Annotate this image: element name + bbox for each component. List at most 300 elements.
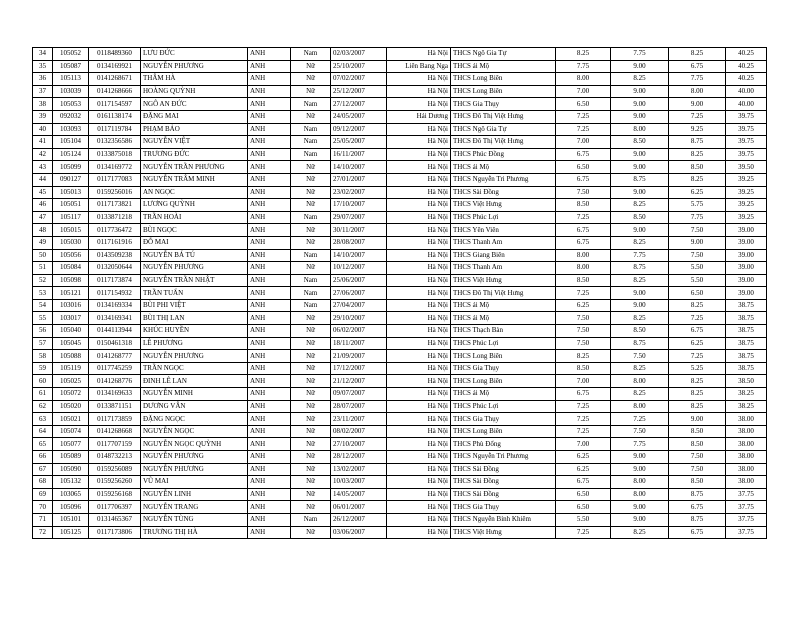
stt-cell: 62 <box>33 400 53 413</box>
gender-cell: Nữ <box>291 375 331 388</box>
total-score-cell: 40.25 <box>726 73 767 86</box>
total-score-cell: 39.25 <box>726 173 767 186</box>
school-cell: THCS Gia Thụy <box>451 98 556 111</box>
student-id-cell: 0148732213 <box>89 451 141 464</box>
gender-cell: Nữ <box>291 337 331 350</box>
given-name-cell: ANH <box>248 526 291 539</box>
student-id-cell: 0133871151 <box>89 400 141 413</box>
total-score-cell: 38.25 <box>726 388 767 401</box>
student-id-cell: 0117177083 <box>89 173 141 186</box>
table-row <box>33 325 767 338</box>
school-cell: THCS Long Biên <box>451 73 556 86</box>
school-cell: THCS Phúc Lợi <box>451 400 556 413</box>
given-name-cell: ANH <box>248 337 291 350</box>
student-id-cell: 0132356586 <box>89 136 141 149</box>
birth-place-cell: Hà Nội <box>387 425 451 438</box>
results-table <box>32 47 767 539</box>
stt-cell: 50 <box>33 249 53 262</box>
total-score-cell: 39.75 <box>726 110 767 123</box>
sbd-cell: 105087 <box>53 60 89 73</box>
student-id-cell: 0141268666 <box>89 85 141 98</box>
table-row <box>33 73 767 86</box>
table-row <box>33 287 767 300</box>
name-cell: NGUYỄN TÙNG <box>141 513 248 526</box>
score-math-cell: 7.00 <box>556 85 611 98</box>
school-cell: THCS Việt Hưng <box>451 199 556 212</box>
sbd-cell: 105096 <box>53 501 89 514</box>
score-literature-cell: 8.75 <box>611 262 669 275</box>
stt-cell: 49 <box>33 236 53 249</box>
name-cell: ĐẶNG NGỌC <box>141 413 248 426</box>
score-math-cell: 7.00 <box>556 375 611 388</box>
score-math-cell: 6.75 <box>556 148 611 161</box>
score-math-cell: 7.25 <box>556 287 611 300</box>
total-score-cell: 39.00 <box>726 287 767 300</box>
score-english-cell: 7.75 <box>669 211 726 224</box>
sbd-cell: 105025 <box>53 375 89 388</box>
sbd-cell: 103093 <box>53 123 89 136</box>
table-row <box>33 337 767 350</box>
given-name-cell: ANH <box>248 375 291 388</box>
score-literature-cell: 9.00 <box>611 60 669 73</box>
score-english-cell: 8.00 <box>669 85 726 98</box>
total-score-cell: 39.25 <box>726 211 767 224</box>
score-literature-cell: 8.25 <box>611 526 669 539</box>
score-math-cell: 7.00 <box>556 136 611 149</box>
stt-cell: 59 <box>33 362 53 375</box>
score-math-cell: 6.75 <box>556 173 611 186</box>
given-name-cell: ANH <box>248 476 291 489</box>
score-math-cell: 7.25 <box>556 211 611 224</box>
birth-place-cell: Hà Nội <box>387 388 451 401</box>
given-name-cell: ANH <box>248 413 291 426</box>
score-math-cell: 7.25 <box>556 123 611 136</box>
student-id-cell: 0134169341 <box>89 312 141 325</box>
table-row <box>33 526 767 539</box>
gender-cell: Nữ <box>291 451 331 464</box>
table-row <box>33 312 767 325</box>
score-english-cell: 8.25 <box>669 400 726 413</box>
score-english-cell: 8.50 <box>669 476 726 489</box>
total-score-cell: 39.75 <box>726 148 767 161</box>
given-name-cell: ANH <box>248 501 291 514</box>
birth-date-cell: 06/01/2007 <box>331 501 387 514</box>
table-row <box>33 438 767 451</box>
stt-cell: 40 <box>33 123 53 136</box>
birth-date-cell: 27/06/2007 <box>331 287 387 300</box>
score-english-cell: 6.25 <box>669 337 726 350</box>
student-id-cell: 0134169334 <box>89 299 141 312</box>
score-literature-cell: 7.50 <box>611 350 669 363</box>
table-row <box>33 488 767 501</box>
given-name-cell: ANH <box>248 312 291 325</box>
score-math-cell: 8.25 <box>556 48 611 61</box>
birth-place-cell: Hà Nội <box>387 438 451 451</box>
stt-cell: 35 <box>33 60 53 73</box>
score-english-cell: 5.50 <box>669 262 726 275</box>
name-cell: TRẦN TUẤN <box>141 287 248 300</box>
name-cell: THÂM HÀ <box>141 73 248 86</box>
school-cell: THCS Long Biên <box>451 85 556 98</box>
given-name-cell: ANH <box>248 161 291 174</box>
total-score-cell: 38.75 <box>726 337 767 350</box>
sbd-cell: 105119 <box>53 362 89 375</box>
birth-date-cell: 25/10/2007 <box>331 60 387 73</box>
birth-place-cell: Hà Nội <box>387 186 451 199</box>
score-literature-cell: 8.50 <box>611 136 669 149</box>
table-row <box>33 501 767 514</box>
given-name-cell: ANH <box>248 98 291 111</box>
stt-cell: 70 <box>33 501 53 514</box>
score-math-cell: 7.00 <box>556 438 611 451</box>
gender-cell: Nữ <box>291 400 331 413</box>
gender-cell: Nam <box>291 287 331 300</box>
name-cell: TRƯƠNG THỊ HÀ <box>141 526 248 539</box>
birth-place-cell: Hà Nội <box>387 73 451 86</box>
student-id-cell: 0159256016 <box>89 186 141 199</box>
score-english-cell: 6.75 <box>669 60 726 73</box>
gender-cell: Nữ <box>291 262 331 275</box>
school-cell: THCS Sài Đồng <box>451 186 556 199</box>
score-math-cell: 7.25 <box>556 413 611 426</box>
score-literature-cell: 9.00 <box>611 513 669 526</box>
gender-cell: Nam <box>291 249 331 262</box>
given-name-cell: ANH <box>248 325 291 338</box>
stt-cell: 61 <box>33 388 53 401</box>
stt-cell: 63 <box>33 413 53 426</box>
student-id-cell: 0117745259 <box>89 362 141 375</box>
score-math-cell: 7.50 <box>556 337 611 350</box>
sbd-cell: 105015 <box>53 224 89 237</box>
birth-place-cell: Hải Dương <box>387 110 451 123</box>
score-math-cell: 6.50 <box>556 488 611 501</box>
score-english-cell: 8.75 <box>669 513 726 526</box>
given-name-cell: ANH <box>248 123 291 136</box>
school-cell: THCS Đô Thị Việt Hưng <box>451 136 556 149</box>
student-id-cell: 0133875018 <box>89 148 141 161</box>
score-math-cell: 8.00 <box>556 262 611 275</box>
score-math-cell: 7.25 <box>556 400 611 413</box>
stt-cell: 69 <box>33 488 53 501</box>
sbd-cell: 105040 <box>53 325 89 338</box>
student-id-cell: 0117736472 <box>89 224 141 237</box>
student-id-cell: 0161138174 <box>89 110 141 123</box>
stt-cell: 56 <box>33 325 53 338</box>
score-math-cell: 8.25 <box>556 350 611 363</box>
birth-date-cell: 29/10/2007 <box>331 312 387 325</box>
stt-cell: 34 <box>33 48 53 61</box>
document-page <box>32 47 766 539</box>
given-name-cell: ANH <box>248 362 291 375</box>
student-id-cell: 0118489360 <box>89 48 141 61</box>
table-row <box>33 199 767 212</box>
sbd-cell: 105051 <box>53 199 89 212</box>
student-id-cell: 0134169921 <box>89 60 141 73</box>
total-score-cell: 38.00 <box>726 463 767 476</box>
score-literature-cell: 7.75 <box>611 48 669 61</box>
table-row <box>33 211 767 224</box>
score-english-cell: 9.00 <box>669 98 726 111</box>
name-cell: NGUYỄN NGỌC <box>141 425 248 438</box>
birth-place-cell: Hà Nội <box>387 161 451 174</box>
score-math-cell: 6.25 <box>556 299 611 312</box>
birth-date-cell: 27/04/2007 <box>331 299 387 312</box>
birth-place-cell: Liên Bang Nga <box>387 60 451 73</box>
score-english-cell: 8.50 <box>669 425 726 438</box>
sbd-cell: 103016 <box>53 299 89 312</box>
birth-place-cell: Hà Nội <box>387 211 451 224</box>
stt-cell: 55 <box>33 312 53 325</box>
stt-cell: 41 <box>33 136 53 149</box>
gender-cell: Nữ <box>291 73 331 86</box>
student-id-cell: 0117173821 <box>89 199 141 212</box>
score-english-cell: 8.25 <box>669 48 726 61</box>
stt-cell: 37 <box>33 85 53 98</box>
score-math-cell: 8.50 <box>556 274 611 287</box>
student-id-cell: 0159256260 <box>89 476 141 489</box>
score-literature-cell: 9.00 <box>611 85 669 98</box>
birth-place-cell: Hà Nội <box>387 488 451 501</box>
score-math-cell: 8.00 <box>556 249 611 262</box>
table-row <box>33 110 767 123</box>
score-english-cell: 8.75 <box>669 488 726 501</box>
score-english-cell: 6.75 <box>669 526 726 539</box>
score-english-cell: 9.00 <box>669 236 726 249</box>
score-english-cell: 5.25 <box>669 362 726 375</box>
table-row <box>33 413 767 426</box>
score-math-cell: 7.25 <box>556 526 611 539</box>
birth-place-cell: Hà Nội <box>387 48 451 61</box>
birth-place-cell: Hà Nội <box>387 413 451 426</box>
school-cell: THCS Nguyễn Bỉnh Khiêm <box>451 513 556 526</box>
stt-cell: 72 <box>33 526 53 539</box>
gender-cell: Nam <box>291 136 331 149</box>
stt-cell: 39 <box>33 110 53 123</box>
score-math-cell: 7.25 <box>556 110 611 123</box>
school-cell: THCS Sài Đồng <box>451 488 556 501</box>
gender-cell: Nữ <box>291 110 331 123</box>
birth-date-cell: 14/10/2007 <box>331 249 387 262</box>
stt-cell: 46 <box>33 199 53 212</box>
birth-place-cell: Hà Nội <box>387 98 451 111</box>
table-row <box>33 123 767 136</box>
birth-date-cell: 27/12/2007 <box>331 98 387 111</box>
score-literature-cell: 9.00 <box>611 110 669 123</box>
score-english-cell: 7.25 <box>669 110 726 123</box>
score-literature-cell: 8.75 <box>611 173 669 186</box>
sbd-cell: 105101 <box>53 513 89 526</box>
total-score-cell: 39.00 <box>726 224 767 237</box>
given-name-cell: ANH <box>248 350 291 363</box>
given-name-cell: ANH <box>248 438 291 451</box>
given-name-cell: ANH <box>248 249 291 262</box>
score-math-cell: 6.75 <box>556 224 611 237</box>
gender-cell: Nữ <box>291 413 331 426</box>
student-id-cell: 0117173874 <box>89 274 141 287</box>
gender-cell: Nam <box>291 48 331 61</box>
given-name-cell: ANH <box>248 488 291 501</box>
gender-cell: Nữ <box>291 362 331 375</box>
birth-date-cell: 26/12/2007 <box>331 513 387 526</box>
birth-date-cell: 28/07/2007 <box>331 400 387 413</box>
score-math-cell: 6.75 <box>556 236 611 249</box>
total-score-cell: 37.75 <box>726 513 767 526</box>
birth-date-cell: 23/11/2007 <box>331 413 387 426</box>
score-english-cell: 7.25 <box>669 312 726 325</box>
name-cell: TRẦN NGỌC <box>141 362 248 375</box>
sbd-cell: 105030 <box>53 236 89 249</box>
score-english-cell: 7.25 <box>669 350 726 363</box>
school-cell: THCS Ngô Gia Tự <box>451 48 556 61</box>
sbd-cell: 105020 <box>53 400 89 413</box>
total-score-cell: 38.25 <box>726 400 767 413</box>
given-name-cell: ANH <box>248 60 291 73</box>
stt-cell: 64 <box>33 425 53 438</box>
gender-cell: Nam <box>291 513 331 526</box>
sbd-cell: 105104 <box>53 136 89 149</box>
gender-cell: Nữ <box>291 425 331 438</box>
given-name-cell: ANH <box>248 463 291 476</box>
score-literature-cell: 8.00 <box>611 400 669 413</box>
total-score-cell: 38.00 <box>726 425 767 438</box>
score-literature-cell: 9.00 <box>611 299 669 312</box>
table-row <box>33 400 767 413</box>
given-name-cell: ANH <box>248 73 291 86</box>
stt-cell: 60 <box>33 375 53 388</box>
total-score-cell: 39.25 <box>726 199 767 212</box>
score-english-cell: 8.25 <box>669 299 726 312</box>
score-literature-cell: 8.25 <box>611 274 669 287</box>
student-id-cell: 0117119784 <box>89 123 141 136</box>
given-name-cell: ANH <box>248 513 291 526</box>
total-score-cell: 37.75 <box>726 501 767 514</box>
sbd-cell: 105021 <box>53 413 89 426</box>
student-id-cell: 0141268777 <box>89 350 141 363</box>
student-id-cell: 0141268668 <box>89 425 141 438</box>
score-literature-cell: 8.50 <box>611 211 669 224</box>
score-literature-cell: 8.25 <box>611 199 669 212</box>
name-cell: ĐẶNG MAI <box>141 110 248 123</box>
given-name-cell: ANH <box>248 299 291 312</box>
sbd-cell: 103017 <box>53 312 89 325</box>
score-math-cell: 7.75 <box>556 60 611 73</box>
birth-place-cell: Hà Nội <box>387 312 451 325</box>
given-name-cell: ANH <box>248 110 291 123</box>
table-row <box>33 463 767 476</box>
given-name-cell: ANH <box>248 425 291 438</box>
birth-date-cell: 28/12/2007 <box>331 451 387 464</box>
total-score-cell: 40.25 <box>726 48 767 61</box>
name-cell: NGUYỄN PHƯƠNG <box>141 262 248 275</box>
name-cell: LƯU ĐỨC <box>141 48 248 61</box>
given-name-cell: ANH <box>248 199 291 212</box>
birth-place-cell: Hà Nội <box>387 526 451 539</box>
table-row <box>33 513 767 526</box>
name-cell: NGUYỄN PHƯƠNG <box>141 350 248 363</box>
stt-cell: 48 <box>33 224 53 237</box>
birth-place-cell: Hà Nội <box>387 236 451 249</box>
table-row <box>33 262 767 275</box>
school-cell: THCS Yên Viên <box>451 224 556 237</box>
student-id-cell: 0141268671 <box>89 73 141 86</box>
school-cell: THCS Phù Đổng <box>451 438 556 451</box>
name-cell: HOÀNG QUỲNH <box>141 85 248 98</box>
total-score-cell: 38.75 <box>726 325 767 338</box>
birth-place-cell: Hà Nội <box>387 136 451 149</box>
given-name-cell: ANH <box>248 236 291 249</box>
gender-cell: Nam <box>291 274 331 287</box>
score-english-cell: 6.50 <box>669 287 726 300</box>
score-literature-cell: 8.25 <box>611 73 669 86</box>
student-id-cell: 0141268776 <box>89 375 141 388</box>
birth-date-cell: 13/02/2007 <box>331 463 387 476</box>
total-score-cell: 37.75 <box>726 526 767 539</box>
stt-cell: 58 <box>33 350 53 363</box>
score-english-cell: 7.50 <box>669 249 726 262</box>
name-cell: NGUYỄN PHƯƠNG <box>141 451 248 464</box>
sbd-cell: 105072 <box>53 388 89 401</box>
score-english-cell: 7.50 <box>669 224 726 237</box>
student-id-cell: 0117707159 <box>89 438 141 451</box>
stt-cell: 66 <box>33 451 53 464</box>
name-cell: ĐINH LÊ LAN <box>141 375 248 388</box>
gender-cell: Nữ <box>291 438 331 451</box>
stt-cell: 53 <box>33 287 53 300</box>
score-literature-cell: 7.50 <box>611 425 669 438</box>
birth-place-cell: Hà Nội <box>387 476 451 489</box>
birth-date-cell: 29/07/2007 <box>331 211 387 224</box>
stt-cell: 38 <box>33 98 53 111</box>
score-math-cell: 8.00 <box>556 73 611 86</box>
birth-place-cell: Hà Nội <box>387 262 451 275</box>
birth-date-cell: 07/02/2007 <box>331 73 387 86</box>
school-cell: THCS ái Mộ <box>451 60 556 73</box>
school-cell: THCS Thanh Am <box>451 262 556 275</box>
school-cell: THCS Sài Đồng <box>451 476 556 489</box>
birth-date-cell: 25/06/2007 <box>331 274 387 287</box>
stt-cell: 54 <box>33 299 53 312</box>
birth-date-cell: 27/01/2007 <box>331 173 387 186</box>
name-cell: NGUYỄN PHƯƠNG <box>141 60 248 73</box>
score-math-cell: 6.50 <box>556 501 611 514</box>
gender-cell: Nữ <box>291 501 331 514</box>
score-literature-cell: 9.00 <box>611 148 669 161</box>
name-cell: DƯƠNG VÂN <box>141 400 248 413</box>
birth-place-cell: Hà Nội <box>387 463 451 476</box>
table-row <box>33 48 767 61</box>
sbd-cell: 105074 <box>53 425 89 438</box>
sbd-cell: 105045 <box>53 337 89 350</box>
birth-date-cell: 27/10/2007 <box>331 438 387 451</box>
name-cell: LƯƠNG QUỲNH <box>141 199 248 212</box>
name-cell: NGUYỄN VIỆT <box>141 136 248 149</box>
given-name-cell: ANH <box>248 186 291 199</box>
sbd-cell: 092032 <box>53 110 89 123</box>
gender-cell: Nữ <box>291 236 331 249</box>
score-literature-cell: 8.00 <box>611 488 669 501</box>
total-score-cell: 38.50 <box>726 375 767 388</box>
birth-place-cell: Hà Nội <box>387 199 451 212</box>
table-row <box>33 236 767 249</box>
school-cell: THCS Long Biên <box>451 425 556 438</box>
birth-date-cell: 25/05/2007 <box>331 136 387 149</box>
gender-cell: Nữ <box>291 199 331 212</box>
sbd-cell: 105090 <box>53 463 89 476</box>
given-name-cell: ANH <box>248 262 291 275</box>
score-math-cell: 6.25 <box>556 451 611 464</box>
school-cell: THCS ái Mộ <box>451 299 556 312</box>
table-row <box>33 60 767 73</box>
